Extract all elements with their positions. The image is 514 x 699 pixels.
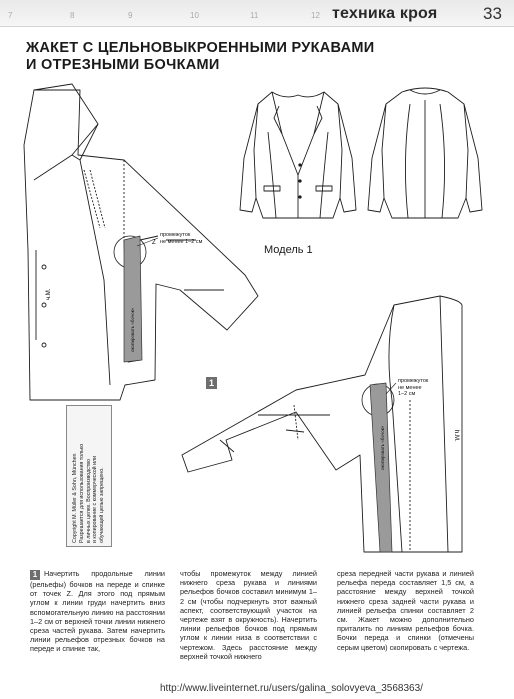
back-pattern [182, 296, 462, 552]
ruler-number: 7 [8, 11, 13, 20]
ruler-number: 11 [250, 11, 259, 20]
model-back-sketch [368, 88, 482, 218]
copyright-line: Разрешается для использования только [78, 443, 85, 543]
side-panel-label: окопировать «бочок» [380, 425, 385, 470]
article-title-line: И ОТРЕЗНЫМИ БОЧКАМИ [26, 57, 220, 73]
gap-note-back [398, 378, 428, 398]
body-paragraph: Начертить продольные линии (рельефы) бочков на переде и спинке от точек Z. Для этого под прямым углом к линии груди начертить вниз вспомогательную линию на расстоянии 1–2 см от верхней точки линии нижнего среза частей рукава. Затем начертить линии рельефов отрезных бочков на переде и спинке так, [30, 569, 165, 654]
copyright-box [66, 405, 112, 547]
article-title-line: ЖАКЕТ С ЦЕЛЬНОВЫКРОЕННЫМИ РУКАВАМИ [26, 40, 375, 56]
label-hm: h.M. [453, 430, 459, 442]
ruler-number: 9 [128, 11, 133, 20]
ruler-number: 8 [70, 11, 75, 20]
copyright-line: обучающей целью запрещено. [99, 467, 106, 543]
copyright-line: и копирование с коммерческой или [92, 455, 99, 543]
section-title: техника кроя [332, 5, 438, 22]
gap-note-line: промежуток [160, 232, 191, 238]
ruler-number: 10 [190, 11, 199, 20]
body-paragraph: среза передней части рукава и линией рельефа переда составляет 1,5 см, а расстояние между верхней точкой нижнего среза задней части рукава и линией рельефа спинки составляет 2 см. Жакет можно дополнительно приталить по линиям рельефов бочка. Бочки переда и спинки (отмечены серым цветом) скопировать с чертежа. [337, 569, 474, 652]
body-paragraph: чтобы промежуток между линией нижнего среза рукава и линиями рельефов бочков составил минимум 1–2 см (чтобы подчеркнуть этот важный аспект, соответствующий участок на чертеже взят в окружность). Начертить линии рельефов бочков под прямым углом к линии низа в соответствии с чертежом. Здесь расстояние между верхней точкой нижнего [180, 569, 317, 661]
label-um: ч.М. [46, 288, 52, 300]
side-panel-label: окопировать «бочок» [130, 307, 135, 352]
model-front-sketch [240, 92, 356, 218]
copyright-text [72, 409, 106, 543]
gap-note-line: не менее 1–2 см [160, 238, 203, 245]
step-badge-inline: 1 [30, 570, 40, 580]
gap-note-line: 1–2 см [398, 391, 416, 397]
copyright-line: в личных целях. Воспроизводство [85, 459, 92, 543]
ruler-number: 12 [311, 11, 320, 20]
copyright-line: Copyright M. Müller & Sohn, München [72, 453, 79, 543]
body-column-1 [30, 569, 165, 654]
model-label: Модель 1 [264, 244, 313, 256]
gap-note-front [160, 232, 202, 245]
gap-note-line: промежуток [398, 378, 429, 384]
label-z: Z [152, 240, 156, 246]
page-number: 33 [483, 4, 502, 23]
step-badge: 1 [206, 377, 217, 389]
gap-note-line: не менее [398, 384, 422, 391]
body-column-3 [337, 569, 474, 652]
watermark-url: http://www.liveinternet.ru/users/galina_solovyeva_3568363/ [160, 683, 423, 694]
body-column-2 [180, 569, 317, 661]
